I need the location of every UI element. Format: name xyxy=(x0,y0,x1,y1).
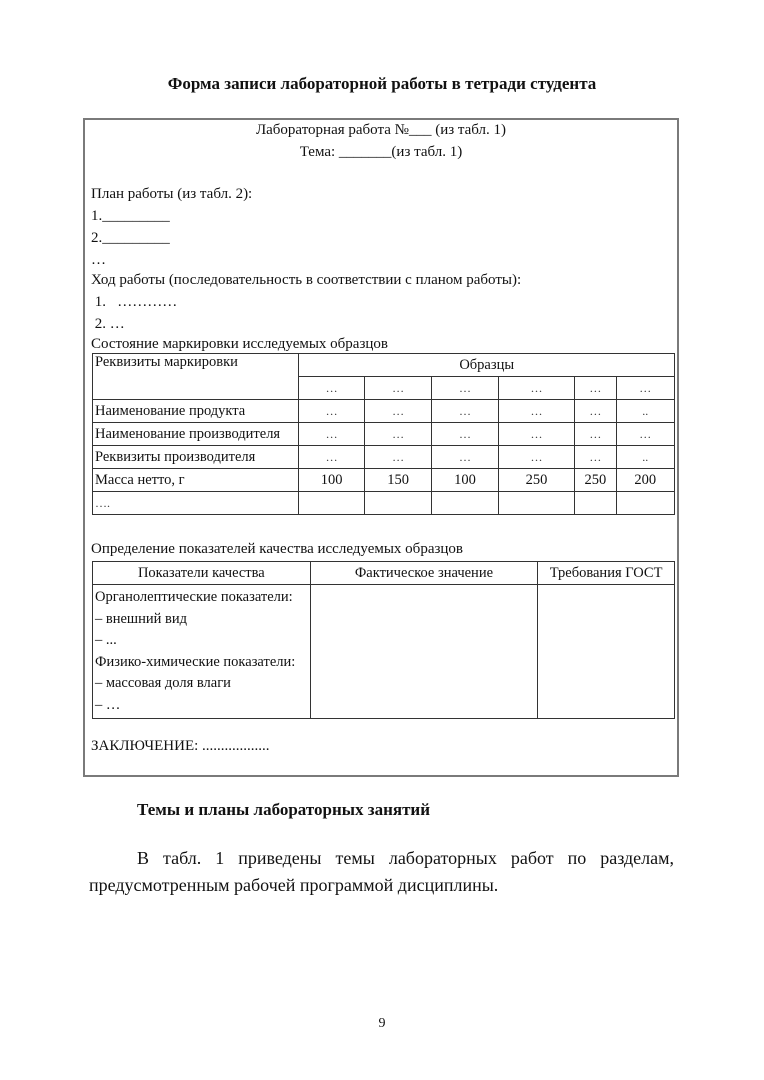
indicator-item: – … xyxy=(95,696,121,713)
table-cell: … xyxy=(364,423,431,446)
table-cell xyxy=(299,492,364,515)
row-label: Реквизиты производителя xyxy=(93,446,299,469)
sample-column-header: … xyxy=(575,377,616,400)
table-cell: … xyxy=(364,400,431,423)
table-cell xyxy=(575,492,616,515)
row-label: Масса нетто, г xyxy=(93,469,299,492)
indicator-item: – ... xyxy=(95,632,117,648)
sample-column-header: … xyxy=(299,377,364,400)
table-cell: 100 xyxy=(299,469,364,492)
table-cell xyxy=(498,492,575,515)
table-cell: … xyxy=(432,400,498,423)
sample-column-header: … xyxy=(498,377,575,400)
table-cell: .. xyxy=(616,446,674,469)
header-cell: Фактическое значение xyxy=(310,562,538,585)
page-title: Форма записи лабораторной работы в тетради студента xyxy=(167,74,597,93)
table-cell: … xyxy=(498,400,575,423)
table-cell: … xyxy=(498,446,575,469)
table-cell: 150 xyxy=(364,469,431,492)
table-cell: 250 xyxy=(575,469,616,492)
marking-heading: Состояние маркировки исследуемых образцов xyxy=(91,336,389,352)
table-cell: .. xyxy=(616,400,674,423)
plan-heading: План работы (из табл. 2): xyxy=(91,186,253,202)
actual-value-cell xyxy=(310,585,538,719)
sample-column-header: … xyxy=(616,377,674,400)
topic-line: Тема: _______(из табл. 1) xyxy=(299,144,463,160)
table-row xyxy=(93,400,675,423)
table-row xyxy=(93,562,675,585)
gost-requirements-cell xyxy=(538,585,675,719)
quality-heading: Определение показателей качества исследуемых образцов xyxy=(91,541,464,557)
quality-table xyxy=(92,561,675,719)
table-cell xyxy=(432,492,498,515)
plan-item: 2._________ xyxy=(91,230,170,246)
lab-record-form xyxy=(83,118,679,777)
plan-item: 1._________ xyxy=(91,208,170,224)
table-row xyxy=(93,423,675,446)
table-cell: … xyxy=(432,446,498,469)
table-cell: … xyxy=(364,446,431,469)
header-cell: Требования ГОСТ xyxy=(538,562,675,585)
table-cell: … xyxy=(299,423,364,446)
row-label: Наименование продукта xyxy=(93,400,299,423)
table-cell: 250 xyxy=(498,469,575,492)
sample-column-header: … xyxy=(364,377,431,400)
progress-item: 1. ………… xyxy=(91,294,178,310)
quality-indicators-cell xyxy=(93,585,311,719)
table-cell xyxy=(616,492,674,515)
table-cell: … xyxy=(575,400,616,423)
table-row xyxy=(93,469,675,492)
table-row xyxy=(93,492,675,515)
sample-column-header: … xyxy=(432,377,498,400)
table-cell: … xyxy=(299,400,364,423)
table-cell: … xyxy=(575,423,616,446)
marking-table xyxy=(92,353,675,515)
table-row xyxy=(93,446,675,469)
progress-heading: Ход работы (последовательность в соответствии с планом работы): xyxy=(91,272,522,288)
table-cell: … xyxy=(498,423,575,446)
indicator-item: Физико-химические показатели: xyxy=(95,653,296,670)
page-number: 9 xyxy=(378,1016,386,1031)
table-cell: 200 xyxy=(616,469,674,492)
section-heading: Темы и планы лабораторных занятий xyxy=(137,800,431,819)
table-row xyxy=(93,585,675,719)
row-label: …. xyxy=(93,492,299,515)
body-paragraph: В табл. 1 приведены темы лабораторных работ по разделам, предусмотренным рабочей программой дисциплины. xyxy=(89,848,674,895)
table-cell: … xyxy=(432,423,498,446)
table-row xyxy=(93,354,675,377)
row-label: Наименование производителя xyxy=(93,423,299,446)
table-cell xyxy=(364,492,431,515)
plan-item: … xyxy=(91,252,106,268)
table-cell: … xyxy=(616,423,674,446)
table-cell: … xyxy=(575,446,616,469)
progress-item: 2. … xyxy=(91,316,125,332)
header-cell: Образцы xyxy=(299,354,675,377)
header-cell: Показатели качества xyxy=(93,562,311,585)
indicator-item: – внешний вид xyxy=(95,610,187,627)
table-cell: 100 xyxy=(432,469,498,492)
lab-number-line: Лабораторная работа №___ (из табл. 1) xyxy=(255,122,507,138)
indicator-item: – массовая доля влаги xyxy=(95,675,231,691)
conclusion: ЗАКЛЮЧЕНИЕ: .................. xyxy=(91,738,270,754)
table-cell: … xyxy=(299,446,364,469)
header-cell: Реквизиты маркировки xyxy=(93,354,299,400)
indicator-item: Органолептические показатели: xyxy=(95,589,293,605)
